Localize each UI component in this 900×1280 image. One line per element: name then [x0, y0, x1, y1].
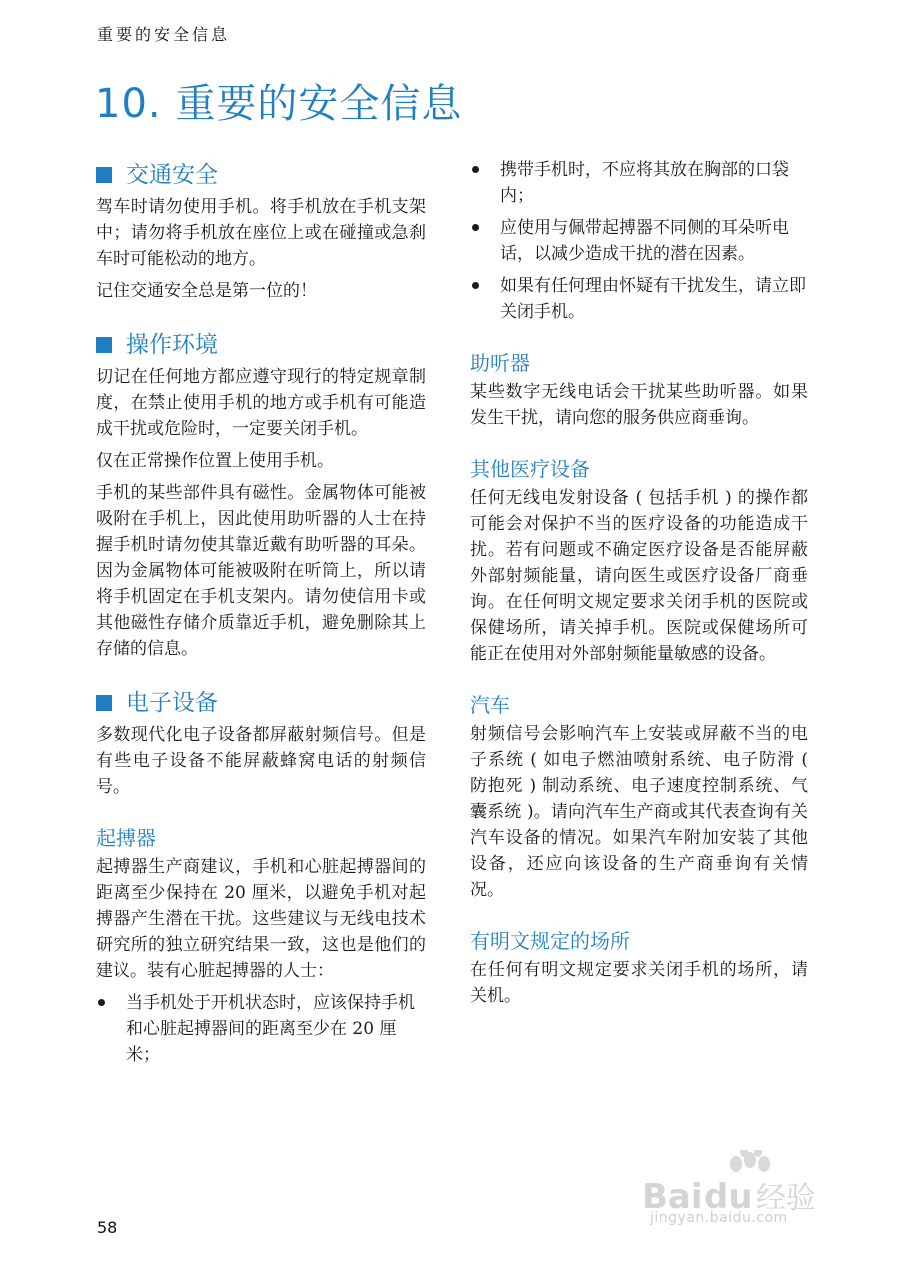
- bullet-icon: [472, 282, 479, 289]
- list-item-text: 应使用与佩带起搏器不同侧的耳朵听电话，以减少造成干扰的潜在因素。: [500, 218, 789, 264]
- bullet-icon: [98, 999, 105, 1006]
- list-item: [470, 273, 808, 325]
- subheading-vehicles: 汽车: [470, 693, 510, 717]
- paragraph: 手机的某些部件具有磁性。金属物体可能被吸附在手机上，因此使用助听器的人士在持握手机时请勿使其靠近戴有助听器的耳朵。因为金属物体可能被吸附在听筒上，所以请将手机固定在手机支架内。请勿使信用卡或其他磁性存储介质靠近手机，避免删除其上存储的信息。: [96, 483, 426, 659]
- watermark-url: jingyan.baidu.com: [650, 1210, 788, 1226]
- subheading-hearing-aids: 助听器: [470, 351, 530, 375]
- section-electronic-devices: [96, 688, 426, 718]
- paragraph: 任何无线电发射设备 ( 包括手机 ) 的操作都可能会对保护不当的医疗设备的功能造成干扰。若有问题或不确定医疗设备是否能屏蔽外部射频能量，请向医生或医疗设备厂商垂询。在任何明文规定要求关闭手机的医院或保健场所，请关掉手机。医院或保健场所可能正在使用对外部射频能量敏感的设备。: [470, 488, 808, 664]
- svg-text:经验: 经验: [756, 1181, 816, 1216]
- paragraph: 驾车时请勿使用手机。将手机放在手机支架中；请勿将手机放在座位上或在碰撞或急刹车时可能松动的地方。: [96, 197, 426, 269]
- bullet-icon: [472, 224, 479, 231]
- section-heading-text: 操作环境: [126, 332, 218, 358]
- paragraph: 在任何有明文规定要求关闭手机的场所，请关机。: [470, 960, 808, 1006]
- list-item-text: 携带手机时，不应将其放在胸部的口袋内；: [500, 160, 789, 206]
- bullet-list: [470, 157, 808, 325]
- square-bullet-icon: [96, 695, 112, 711]
- paragraph: 起搏器生产商建议，手机和心脏起搏器间的距离至少保持在 20 厘米，以避免手机对起搏器产生潜在干扰。这些建议与无线电技术研究所的独立研究结果一致，这也是他们的建议。装有心脏起搏器的人士：: [96, 857, 426, 981]
- list-item: [470, 157, 808, 209]
- list-item: [470, 215, 808, 267]
- page-number: 58: [97, 1218, 118, 1237]
- svg-text:du: du: [704, 1177, 753, 1217]
- running-header: 重要的安全信息: [97, 25, 231, 44]
- list-item-text: 当手机处于开机状态时，应该保持手机和心脏起搏器间的距离至少在 20 厘米；: [126, 993, 415, 1065]
- subheading-medical-devices: 其他医疗设备: [470, 457, 590, 481]
- bullet-icon: [472, 166, 479, 173]
- section-operating-environment: [96, 330, 426, 360]
- list-item: [96, 990, 426, 1068]
- chapter-title: 10. 重要的安全信息: [95, 81, 463, 127]
- paragraph: 射频信号会影响汽车上安装或屏蔽不当的电子系统 ( 如电子燃油喷射系统、电子防滑 ( 防抱死 ) 制动系统、电子速度控制系统、气囊系统 )。请向汽车生产商或其代表查询有关汽车设备的情况。如果汽车附加安装了其他设备，还应向该设备的生产商垂询有关情况。: [470, 724, 808, 900]
- paragraph: 多数现代化电子设备都屏蔽射频信号。但是有些电子设备不能屏蔽蜂窝电话的射频信号。: [96, 725, 426, 797]
- section-heading-text: 交通安全: [126, 162, 218, 188]
- subheading-pacemakers: 起搏器: [96, 826, 156, 850]
- section-traffic-safety: [96, 160, 426, 190]
- baidu-watermark-logo: [640, 1150, 860, 1240]
- square-bullet-icon: [96, 337, 112, 353]
- right-column: [470, 157, 808, 1015]
- square-bullet-icon: [96, 167, 112, 183]
- subheading-posted-facilities: 有明文规定的场所: [470, 929, 630, 953]
- paragraph: 仅在正常操作位置上使用手机。: [96, 451, 334, 471]
- list-item-text: 如果有任何理由怀疑有干扰发生，请立即关闭手机。: [500, 276, 806, 322]
- svg-text:Bai: Bai: [642, 1177, 703, 1217]
- left-column: [96, 160, 426, 1074]
- bullet-list: [96, 990, 426, 1068]
- paragraph: 记住交通安全总是第一位的！: [96, 281, 317, 301]
- paragraph: 某些数字无线电话会干扰某些助听器。如果发生干扰，请向您的服务供应商垂询。: [470, 382, 808, 428]
- paragraph: 切记在任何地方都应遵守现行的特定规章制度，在禁止使用手机的地方或手机有可能造成干扰或危险时，一定要关闭手机。: [96, 367, 426, 439]
- section-heading-text: 电子设备: [126, 690, 218, 716]
